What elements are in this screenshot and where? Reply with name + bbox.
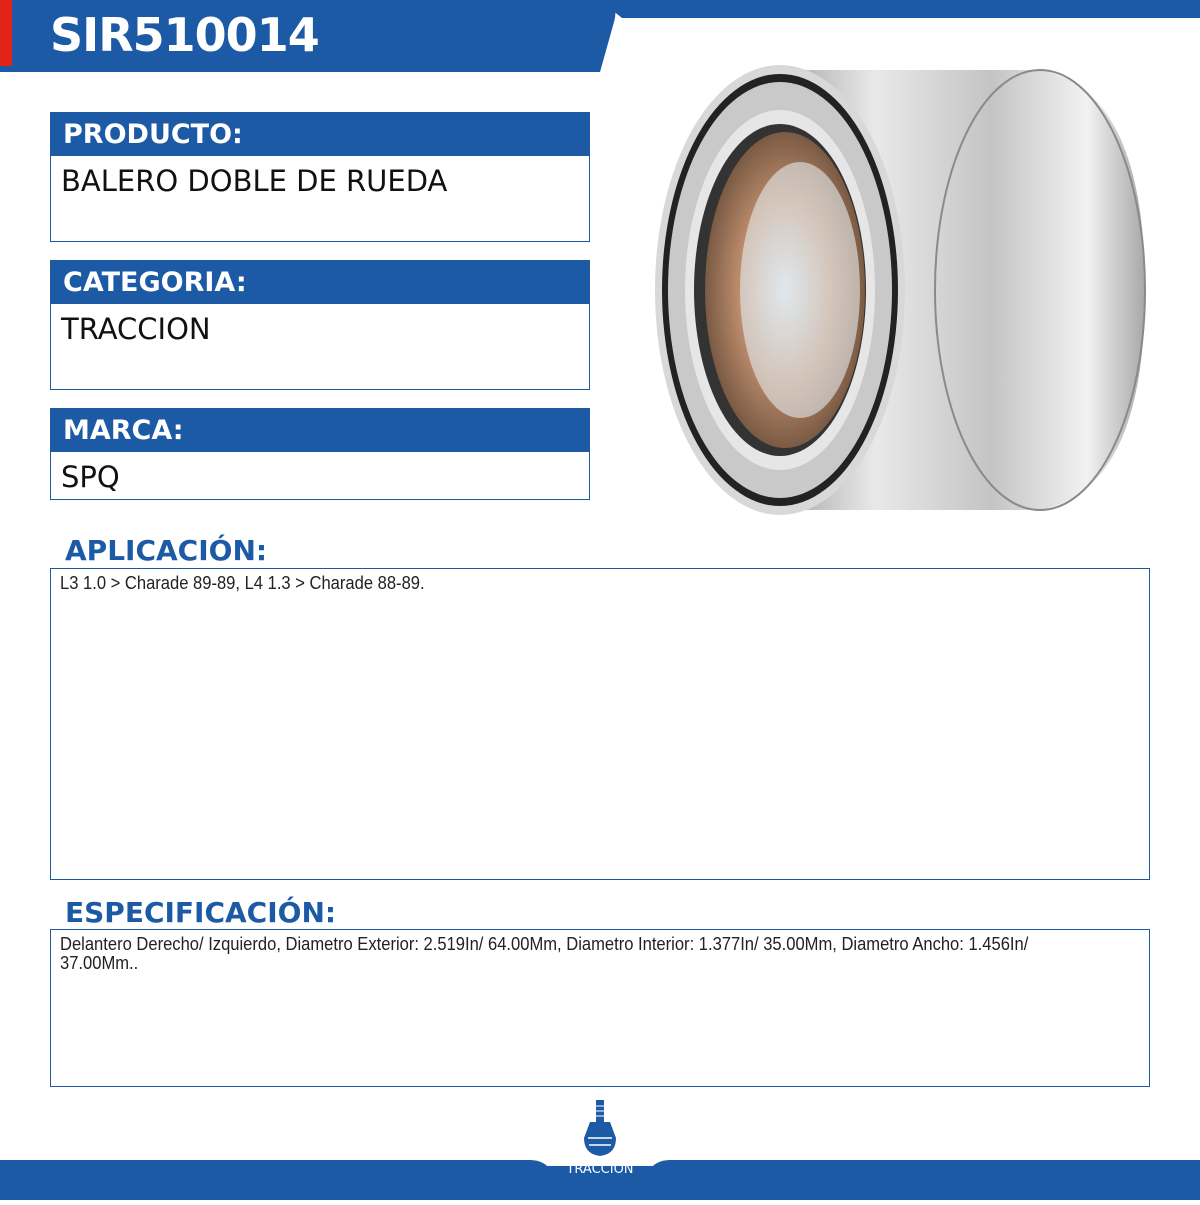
especificacion-box (50, 929, 1150, 1087)
aplicacion-title: APLICACIÓN: (65, 534, 268, 567)
categoria-value: TRACCION (50, 304, 590, 390)
aplicacion-box (50, 568, 1150, 880)
producto-label: PRODUCTO: (50, 112, 590, 156)
aplicacion-text: L3 1.0 > Charade 89-89, L4 1.3 > Charade 88-89. (60, 573, 425, 593)
product-image (640, 50, 1160, 530)
field-categoria (50, 260, 590, 390)
field-marca (50, 408, 590, 500)
product-sku: SIR510014 (50, 8, 319, 62)
especificacion-title: ESPECIFICACIÓN: (65, 896, 337, 929)
marca-value: SPQ (50, 452, 590, 500)
marca-label: MARCA: (50, 408, 590, 452)
cv-joint-icon (570, 1098, 630, 1164)
producto-value: BALERO DOBLE DE RUEDA (50, 156, 590, 242)
field-producto (50, 112, 590, 242)
especificacion-text: Delantero Derecho/ Izquierdo, Diametro Exterior: 2.519In/ 64.00Mm, Diametro Interior: 1.377In/ 35.00Mm, Diametro Ancho: 1.456In/ 37.00Mm.. (60, 934, 1029, 973)
categoria-label: CATEGORIA: (50, 260, 590, 304)
footer-category-label: TRACCIÓN (566, 1162, 634, 1177)
